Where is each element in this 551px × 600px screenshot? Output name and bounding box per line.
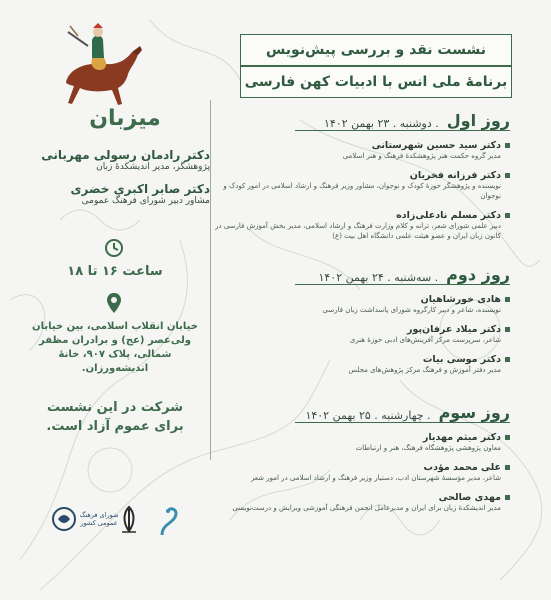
speaker-item [205,324,510,345]
speaker-item [205,432,510,453]
speaker-name: دکتر فرزانه فخریان [409,170,501,181]
day-date: . دوشنبه . ۲۳ بهمن ۱۴۰۲ [323,117,439,130]
host-role: مشاور دبیر شورای فرهنگ عمومی [81,196,210,206]
open-to-public-note [25,398,205,436]
think-tank-logo-icon [158,505,180,539]
speaker-item [205,140,510,161]
horse-rider-illustration [48,22,148,112]
host-heading: میزبان [89,106,161,131]
speaker-item [205,294,510,315]
day-1-heading [295,108,510,131]
event-time: ساعت ۱۶ تا ۱۸ [67,264,163,279]
day-1-speakers [205,140,510,250]
speaker-item [205,354,510,375]
speaker-name: مهدی صالحی [438,492,501,503]
day-date: . چهارشنبه . ۲۵ بهمن ۱۴۰۲ [305,409,431,422]
day-name: روز دوم [446,265,510,284]
bullet-icon [505,327,510,332]
speaker-role: معاون پژوهشی پژوهشگاه فرهنگ، هنر و ارتباطات [355,444,501,452]
host-name: دکتر صابر اکبری خضری [70,182,210,196]
host-person-2 [20,182,210,206]
bullet-icon [505,173,510,178]
day-name: روز اول [446,111,510,130]
location-pin-icon [106,292,122,314]
speaker-item [205,210,510,241]
speaker-role: مدیر دفتر آموزش و فرهنگ مرکز پژوهش‌های مجلس [348,366,501,374]
speaker-name: دکتر سید حسین شهرستانی [371,140,501,151]
event-title: نشست نقد و بررسی پیش‌نویس [240,34,512,66]
speaker-role: دبیر علمی شورای شعر، ترانه و کلام وزارت فرهنگ و ارشاد اسلامی، مدیر بخش آموزش فارسی در کانون زبان ایران و عضو هیئت علمی دانشگاه اهل بیت (ع) [215,222,501,240]
bullet-icon [505,297,510,302]
speaker-role: نویسنده و پژوهشگر حوزهٔ کودک و نوجوان، مشاور وزیر فرهنگ و ارشاد اسلامی در امور کودک و نوجوان [223,182,501,200]
host-person-1 [20,148,210,172]
event-address: خیابان انقلاب اسلامی، بین خیابان ولی‌عصر (عج) و برادران مظفر شمالی، پلاک ۹۰۷، خانهٔ اندیشه‌ورزان. [32,321,198,374]
speaker-name: دکتر میثم مهدیار [422,432,501,443]
day-3-speakers [205,432,510,522]
council-emblem-icon [50,505,78,533]
speaker-role: مدیر گروه حکمت هنر پژوهشکدهٔ فرهنگ و هنر اسلامی [342,152,501,160]
host-role: پژوهشگر، مدیر اندیشکدهٔ زبان [96,162,210,172]
day-date: . سه‌شنبه . ۲۴ بهمن ۱۴۰۲ [318,271,439,284]
host-name: دکتر رادمان رسولی مهربانی [41,148,210,162]
day-name: روز سوم [438,403,510,422]
bullet-icon [505,435,510,440]
speaker-name: دکتر موسی بیات [422,354,501,365]
day-3-heading [295,400,510,423]
speaker-name: هادی خورشاهیان [420,294,501,305]
bullet-icon [505,143,510,148]
speaker-role: شاعر، مدیر مؤسسهٔ شهرستان ادب، دستیار وزیر فرهنگ و ارشاد اسلامی در امور شعر [250,474,501,482]
day-2-heading [295,262,510,285]
speaker-item [205,170,510,201]
bullet-icon [505,465,510,470]
bullet-icon [505,357,510,362]
speaker-role: نویسنده، شاعر و دبیر کارگروه شورای پاسداشت زبان فارسی [322,306,501,314]
clock-icon [104,238,124,258]
speaker-item [205,492,510,513]
day-2-speakers [205,294,510,384]
speaker-role: شاعر، سرپرست مرکز آفرینش‌های ادبی حوزهٔ هنری [349,336,501,344]
speaker-item [205,462,510,483]
speaker-name: دکتر میلاد عرفان‌پور [407,324,501,335]
bullet-icon [505,495,510,500]
speaker-name: دکتر مسلم نادعلی‌زاده [396,210,501,221]
speaker-name: علی محمد مؤدب [423,462,501,473]
sponsor-logos [40,505,200,545]
speaker-role: مدیر اندیشکدهٔ زبان برای ایران و مدیرعامل انجمن فرهنگی آموزشی ویرایش و درست‌نویسی [232,504,501,512]
council-logo-text: شورای فرهنگ عمومی کشور [79,511,119,527]
bullet-icon [505,213,510,218]
event-subtitle: برنامهٔ ملی انس با ادبیات کهن فارسی [240,66,512,98]
open-line-2: برای عموم آزاد است. [46,419,184,434]
open-line-1: شرکت در این نشست [46,400,184,415]
